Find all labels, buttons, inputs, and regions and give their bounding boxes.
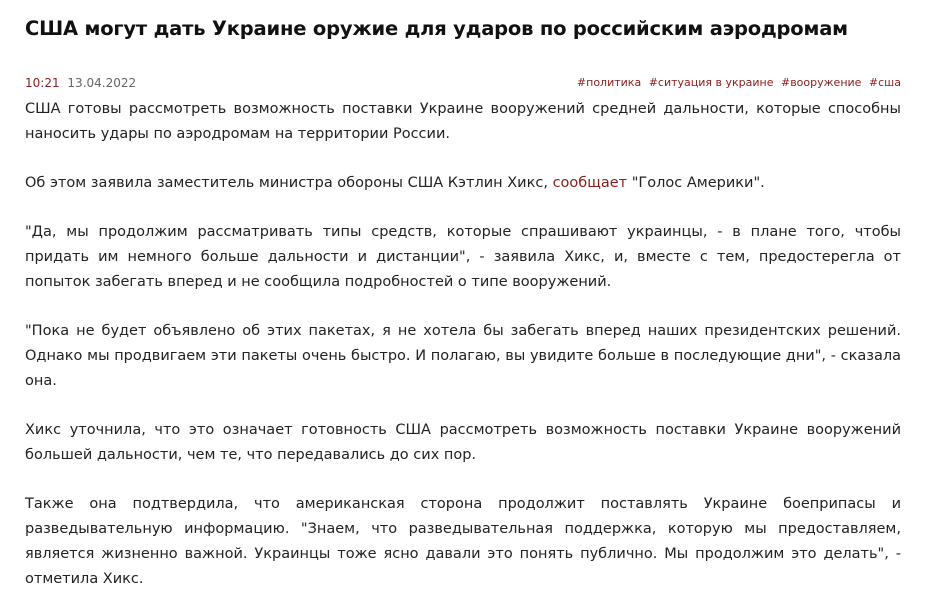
publish-time: 10:21: [25, 76, 60, 90]
source-link[interactable]: сообщает: [552, 175, 628, 191]
article-body: [25, 97, 901, 616]
publish-date: 13.04.2022: [67, 76, 137, 90]
tag-list: [573, 75, 901, 91]
article-title: США могут дать Украине оружие для ударов по российским аэродромам: [25, 17, 848, 40]
paragraph-1: США готовы рассмотреть возможность поставки Украине вооружений средней дальности, которые способны наносить удары по аэродромам на территории России.: [25, 101, 901, 142]
article-meta: [25, 75, 901, 91]
paragraph-2-text-start: Об этом заявила заместитель министра обороны США Кэтлин Хикс,: [25, 175, 553, 191]
paragraph-2: [25, 171, 901, 196]
paragraph-4: "Пока не будет объявлено об этих пакетах, я не хотела бы забегать вперед наших президентских решений. Однако мы продвигаем эти пакеты очень быстро. И полагаю, вы увидите больше в последующие дни", - сказала она.: [25, 323, 901, 389]
tag-usa[interactable]: #сша: [868, 76, 901, 89]
tag-politics[interactable]: #политика: [576, 76, 642, 89]
paragraph-2-text-end: "Голос Америки".: [627, 175, 765, 191]
paragraph-5: Хикс уточнила, что это означает готовность США рассмотреть возможность поставки Украине вооружений большей дальности, чем те, что передавались до сих пор.: [25, 422, 901, 463]
paragraph-6: Также она подтвердила, что американская сторона продолжит поставлять Украине боеприпасы и разведывательную информацию. "Знаем, что разведывательная поддержка, которую мы предоставляем, является жизненно важной. Украинцы тоже ясно давали это понять публично. Мы продолжим это делать", - отметила Хикс.: [25, 496, 901, 587]
tag-situation-ukraine[interactable]: #ситуация в украине: [648, 76, 774, 89]
paragraph-3: "Да, мы продолжим рассматривать типы средств, которые спрашивают украинцы, - в плане того, чтобы придать им немного больше дальности и дистанции", - заявила Хикс, и, вместе с тем, предостерегла от попыток забегать вперед и не сообщила подробностей о типе вооружений.: [25, 224, 901, 290]
tag-weapons[interactable]: #вооружение: [780, 76, 862, 89]
